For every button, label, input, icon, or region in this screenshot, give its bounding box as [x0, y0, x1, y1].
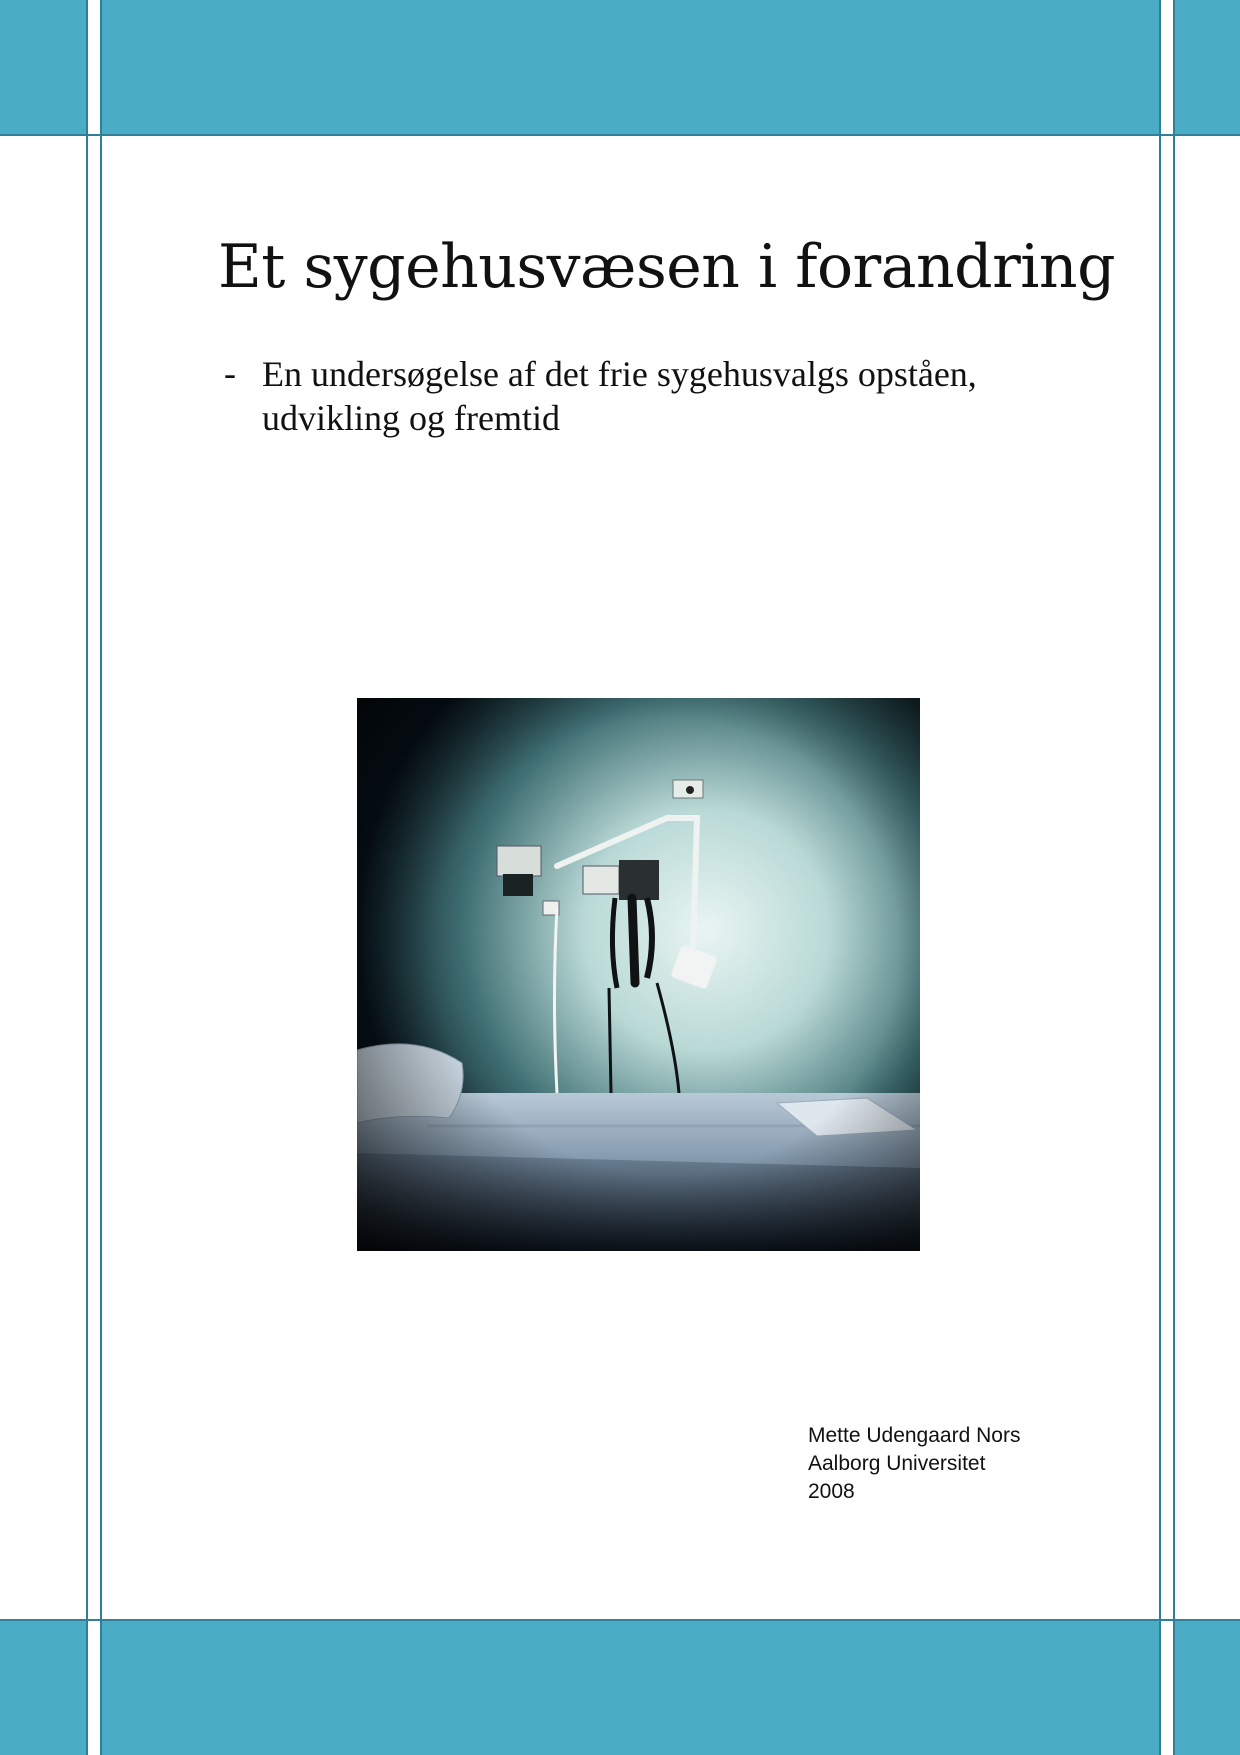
bottom-band-left [0, 1620, 86, 1755]
border-rule-left-inner [100, 0, 102, 1755]
top-band-left [0, 0, 86, 135]
author-name: Mette Udengaard Nors [808, 1424, 1021, 1447]
top-band-right [1175, 0, 1240, 135]
subtitle-dash: - [224, 353, 236, 393]
bottom-band-rule [0, 1619, 1240, 1621]
border-rule-left-outer [86, 0, 88, 1755]
document-subtitle: En undersøgelse af det frie sygehusvalgs opståen, udvikling og fremtid [262, 354, 977, 438]
bottom-band-right [1175, 1620, 1240, 1755]
top-band-center [102, 0, 1159, 135]
bottom-band-center [102, 1620, 1159, 1755]
border-rule-right-inner [1159, 0, 1161, 1755]
border-rule-right-outer [1173, 0, 1175, 1755]
hospital-room-illustration [357, 698, 920, 1251]
author-block [808, 1422, 1020, 1506]
publication-year: 2008 [808, 1480, 855, 1503]
document-title: Et sygehusvæsen i forandring [218, 232, 1115, 302]
author-institution: Aalborg Universitet [808, 1452, 986, 1475]
top-band-rule [0, 134, 1240, 136]
hospital-room-photo [357, 698, 920, 1251]
